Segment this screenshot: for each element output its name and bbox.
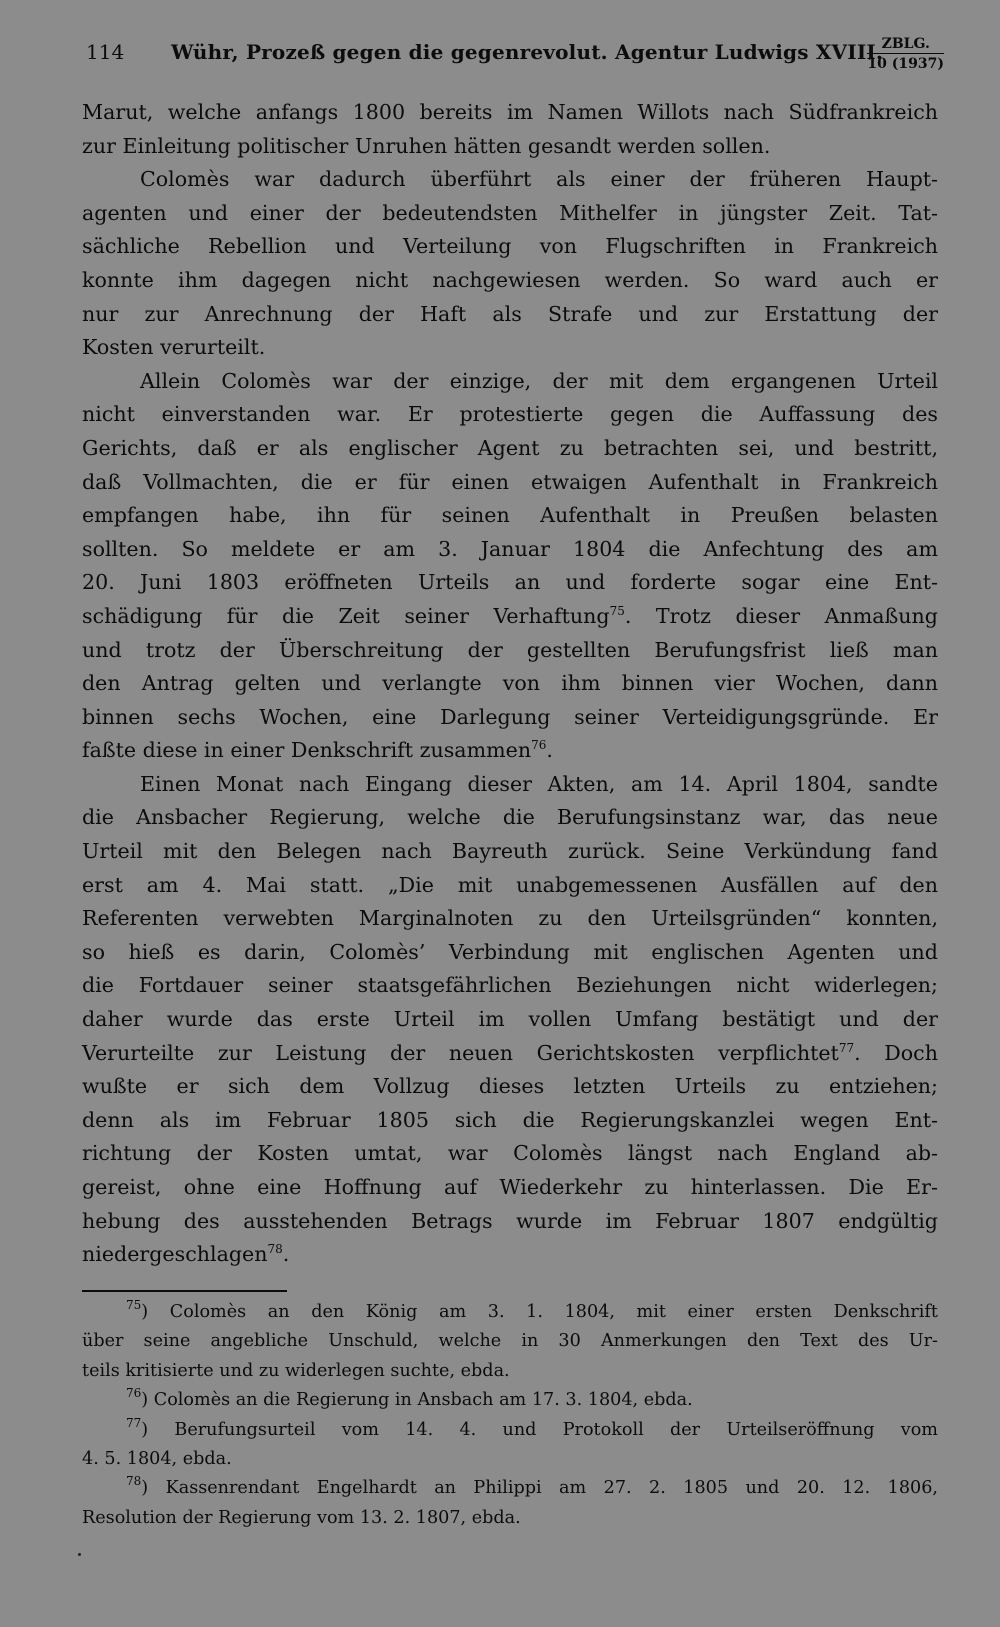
running-head: Wühr, Prozeß gegen die gegenrevolut. Agentur Ludwigs XVIII. bbox=[171, 40, 884, 64]
footnote-reference[interactable]: 75 bbox=[609, 603, 625, 618]
line-text: ) Colomès an die Regierung in Ansbach am 17. 3. 1804, ebda. bbox=[141, 1390, 693, 1411]
text-line bbox=[82, 734, 938, 768]
text-line: Allein Colomès war der einzige, der mit dem ergangenen Urteil bbox=[140, 368, 938, 393]
text-line: nur zur Anrechnung der Haft als Strafe und zur Erstattung der bbox=[82, 301, 938, 326]
line-text: ) Berufungsurteil vom 14. 4. und Protokoll der Urteilseröffnung vom bbox=[141, 1419, 938, 1440]
footnote bbox=[82, 1298, 938, 1386]
text-line bbox=[82, 1238, 938, 1272]
line-text: . Doch bbox=[854, 1040, 938, 1065]
text-line bbox=[82, 1386, 938, 1415]
text-line: Gerichts, daß er als englischer Agent zu betrachten sei, und bestritt, bbox=[82, 435, 938, 460]
text-line: binnen sechs Wochen, eine Darlegung seiner Verteidigungsgründe. Er bbox=[82, 704, 938, 729]
text-line: sächliche Rebellion und Verteilung von Flugschriften in Frankreich bbox=[82, 234, 938, 259]
text-line: Referenten verwebten Marginalnoten zu den Urteilsgründen“ konnten, bbox=[82, 906, 938, 931]
text-line: teils kritisierte und zu widerlegen suchte, ebda. bbox=[82, 1360, 510, 1381]
text-line: über seine angebliche Unschuld, welche in 30 Anmerkungen den Text des Ur- bbox=[82, 1331, 938, 1352]
text-line bbox=[82, 600, 938, 634]
text-line: zur Einleitung politischer Unruhen hätten gesandt werden sollen. bbox=[82, 133, 771, 158]
text-line bbox=[82, 1416, 938, 1445]
footnote-number: 78 bbox=[126, 1474, 142, 1489]
footnotes bbox=[82, 1298, 938, 1533]
text-line bbox=[82, 1474, 938, 1503]
line-text: ) Colomès an den König am 3. 1. 1804, mit einer ersten Denkschrift bbox=[141, 1302, 938, 1322]
text-line: 4. 5. 1804, ebda. bbox=[82, 1448, 232, 1469]
journal-abbreviation: ZBLG. bbox=[867, 36, 944, 54]
body-text bbox=[82, 96, 938, 1272]
text-line bbox=[82, 1298, 938, 1327]
text-line: konnte ihm dagegen nicht nachgewiesen werden. So ward auch er bbox=[82, 267, 938, 292]
text-line: wußte er sich dem Vollzug dieses letzten Urteils zu entziehen; bbox=[82, 1074, 938, 1099]
line-text: . bbox=[282, 1242, 290, 1267]
text-line: Resolution der Regierung vom 13. 2. 1807, ebda. bbox=[82, 1507, 521, 1528]
footnote bbox=[82, 1386, 938, 1415]
text-line: denn als im Februar 1805 sich die Regierungskanzlei wegen Ent- bbox=[82, 1107, 938, 1132]
footnote bbox=[82, 1416, 938, 1475]
journal-reference bbox=[867, 36, 944, 72]
text-line: daß Vollmachten, die er für einen etwaigen Aufenthalt in Frankreich bbox=[82, 469, 938, 494]
journal-volume: 10 (1937) bbox=[867, 56, 944, 72]
text-line: gereist, ohne eine Hoffnung auf Wiederkehr zu hinterlassen. Die Er- bbox=[82, 1175, 938, 1199]
paragraph bbox=[82, 96, 938, 163]
text-line: sollten. So meldete er am 3. Januar 1804 die Anfechtung des am bbox=[82, 536, 938, 561]
text-line: agenten und einer der bedeutendsten Mithelfer in jüngster Zeit. Tat- bbox=[82, 200, 938, 225]
line-text: niedergeschlagen bbox=[82, 1242, 268, 1267]
page-header bbox=[86, 36, 944, 80]
footnote-number: 75 bbox=[126, 1298, 142, 1312]
text-line: 20. Juni 1803 eröffneten Urteils an und forderte sogar eine Ent- bbox=[82, 570, 938, 595]
footnote-separator bbox=[82, 1290, 287, 1292]
text-line: hebung des ausstehenden Betrags wurde im Februar 1807 endgültig bbox=[82, 1208, 938, 1233]
line-text: faßte diese in einer Denkschrift zusammen bbox=[82, 738, 532, 763]
text-line: und trotz der Überschreitung der gestellten Berufungsfrist ließ man bbox=[82, 637, 938, 662]
footnote-number: 77 bbox=[126, 1415, 142, 1430]
text-line: Einen Monat nach Eingang dieser Akten, am 14. April 1804, sandte bbox=[140, 771, 938, 796]
line-text: ) Kassenrendant Engelhardt an Philippi am 27. 2. 1805 und 20. 12. 1806, bbox=[141, 1478, 938, 1499]
text-line: nicht einverstanden war. Er protestierte gegen die Auffassung des bbox=[82, 402, 938, 427]
text-line: den Antrag gelten und verlangte von ihm binnen vier Wochen, dann bbox=[82, 671, 938, 696]
paragraph bbox=[82, 768, 938, 1272]
text-line: empfangen habe, ihn für seinen Aufenthalt in Preußen belasten bbox=[82, 503, 938, 528]
page-number: 114 bbox=[86, 40, 125, 64]
line-text: Verurteilte zur Leistung der neuen Gerichtskosten verpflichtet bbox=[82, 1040, 839, 1065]
text-line: Marut, welche anfangs 1800 bereits im Namen Willots nach Südfrankreich bbox=[82, 100, 938, 124]
scan-speck bbox=[78, 1553, 81, 1556]
text-line: daher wurde das erste Urteil im vollen Umfang bestätigt und der bbox=[82, 1007, 938, 1032]
text-line: Colomès war dadurch überführt als einer der früheren Haupt- bbox=[140, 167, 938, 192]
text-line bbox=[82, 1037, 938, 1071]
line-text: . bbox=[546, 738, 553, 763]
text-line: richtung der Kosten umtat, war Colomès längst nach England ab- bbox=[82, 1141, 938, 1166]
text-line: Urteil mit den Belegen nach Bayreuth zurück. Seine Verkündung fand bbox=[82, 839, 938, 864]
paragraph bbox=[82, 365, 938, 768]
line-text: schädigung für die Zeit seiner Verhaftung bbox=[82, 603, 610, 628]
footnote-reference[interactable]: 78 bbox=[267, 1242, 283, 1257]
footnote-reference[interactable]: 76 bbox=[531, 738, 547, 753]
text-line: Kosten verurteilt. bbox=[82, 335, 266, 360]
line-text: . Trotz dieser Anmaßung bbox=[624, 603, 938, 628]
footnote-number: 76 bbox=[126, 1386, 142, 1401]
footnote-reference[interactable]: 77 bbox=[838, 1040, 855, 1055]
text-line: die Fortdauer seiner staatsgefährlichen Beziehungen nicht widerlegen; bbox=[82, 973, 938, 998]
text-line: so hieß es darin, Colomès’ Verbindung mit englischen Agenten und bbox=[82, 939, 938, 964]
paragraph bbox=[82, 163, 938, 365]
text-line: erst am 4. Mai statt. „Die mit unabgemessenen Ausfällen auf den bbox=[82, 872, 938, 897]
footnote bbox=[82, 1474, 938, 1533]
text-line: die Ansbacher Regierung, welche die Berufungsinstanz war, das neue bbox=[82, 805, 938, 830]
